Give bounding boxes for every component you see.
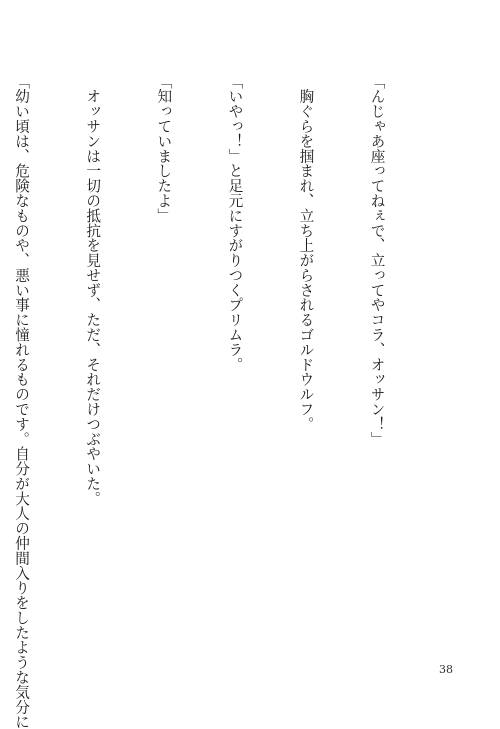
- page-number: 38: [439, 663, 453, 676]
- text-line: オッサンは一切の抵抗を見せず、ただ、それだけつぶやいた。: [84, 74, 102, 506]
- text-line: 「いやっ！」と足元にすがりつくプリムラ。: [226, 74, 244, 372]
- text-line: 「幼い頃は、危険なものや、悪い事に憧れるものです。自分が大人の仲間入りをしたような気分に: [13, 74, 31, 729]
- text-line: 「知っていましたよ」: [155, 74, 173, 223]
- text-line: 「んじゃあ座ってねぇで、立ってやコラ、オッサン！」: [368, 74, 386, 447]
- text-line: 胸ぐらを掴まれ、立ち上がらされるゴルドウルフ。: [297, 74, 315, 432]
- vertical-text-body: [0, 74, 436, 729]
